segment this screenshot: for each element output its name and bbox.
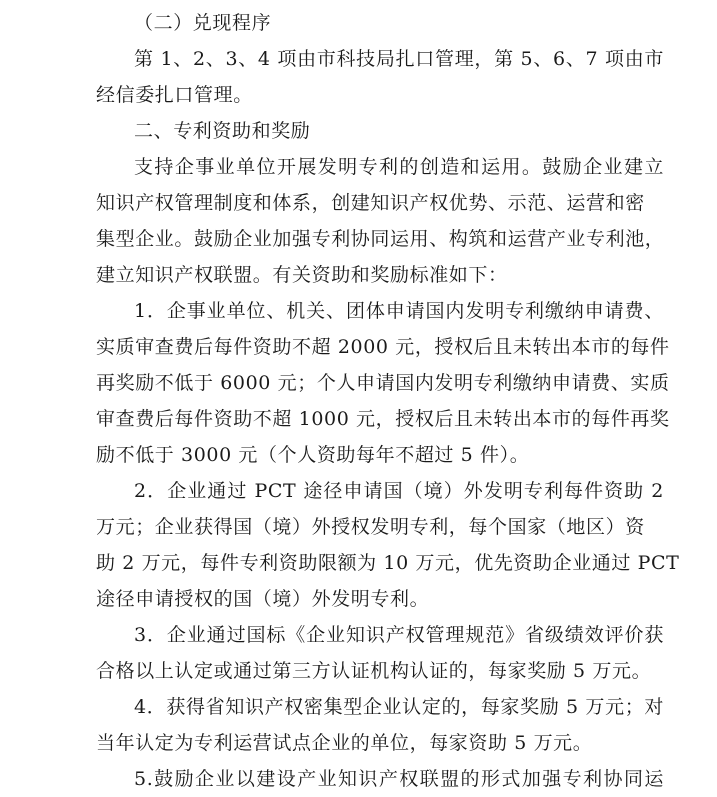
paragraph-line: 集型企业。鼓励企业加强专利协同运用、构筑和运营产业专利池，: [96, 228, 665, 250]
list-item-3-line: 3．企业通过国标《企业知识产权管理规范》省级绩效评价获: [134, 624, 664, 646]
list-item-4-line: 4．获得省知识产权密集型企业认定的，每家奖励 5 万元；对: [134, 696, 664, 718]
list-item-2-line: 途径申请授权的国（境）外发明专利。: [96, 588, 430, 610]
list-item-1-line: 审查费后每件资助不超 1000 元，授权后且未转出本市的每件再奖: [96, 408, 670, 430]
list-item-1-line: 1．企事业单位、机关、团体申请国内发明专利缴纳申请费、: [134, 300, 664, 322]
list-item-2-line: 万元；企业获得国（境）外授权发明专利，每个国家（地区）资: [96, 516, 645, 538]
list-item-4-line: 当年认定为专利运营试点企业的单位，每家资助 5 万元。: [96, 732, 593, 754]
list-item-3-line: 合格以上认定或通过第三方认证机构认证的，每家奖励 5 万元。: [96, 660, 652, 682]
list-item-1-line: 实质审查费后每件资助不超 2000 元，授权后且未转出本市的每件: [96, 336, 670, 358]
list-item-2-line: 助 2 万元，每件专利资助限额为 10 万元，优先资助企业通过 PCT: [96, 552, 680, 574]
list-item-1-line: 励不低于 3000 元（个人资助每年不超过 5 件）。: [96, 444, 530, 466]
list-item-1-line: 再奖励不低于 6000 元；个人申请国内发明专利缴纳申请费、实质: [96, 372, 670, 394]
list-item-2-line: 2．企业通过 PCT 途径申请国（境）外发明专利每件资助 2: [134, 480, 664, 502]
paragraph-line: 经信委扎口管理。: [96, 84, 253, 106]
paragraph-line: 建立知识产权联盟。有关资助和奖励标准如下：: [96, 264, 508, 286]
section-heading-patent-funding: 二、专利资助和奖励: [134, 120, 311, 142]
section-heading-procedure: （二）兑现程序: [134, 12, 272, 34]
paragraph-line: 知识产权管理制度和体系，创建知识产权优势、示范、运营和密: [96, 192, 645, 214]
paragraph-line: 第 1、2、3、4 项由市科技局扎口管理，第 5、6、7 项由市: [134, 48, 664, 70]
list-item-5-line: 5.鼓励企业以建设产业知识产权联盟的形式加强专利协同运: [134, 768, 664, 790]
paragraph-line: 支持企事业单位开展发明专利的创造和运用。鼓励企业建立: [134, 156, 664, 178]
